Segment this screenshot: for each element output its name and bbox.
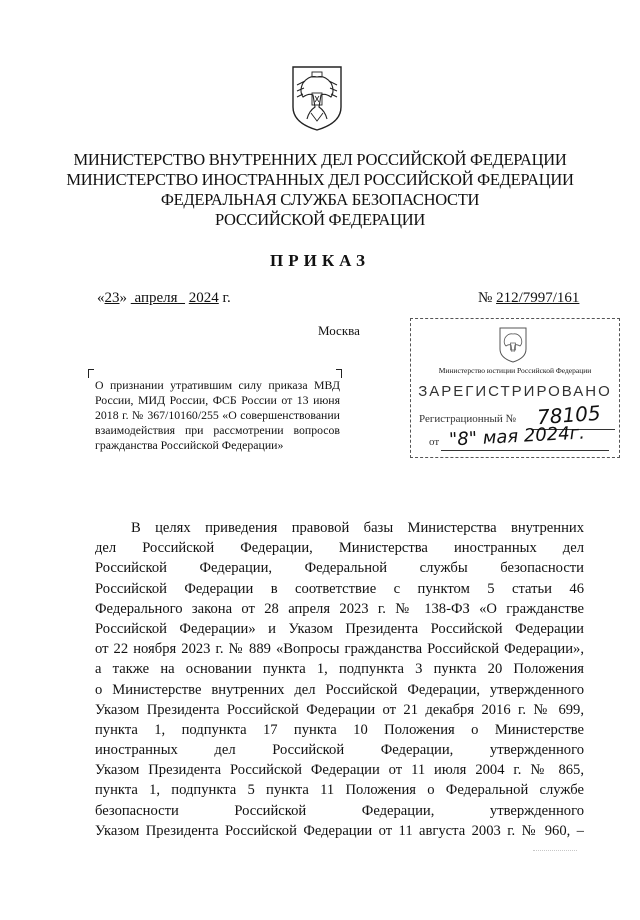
body-line: Указом Президента Российской Федерации от 11 июля 2004 г. № 865, [95,762,584,779]
date-quote-open: « [97,290,105,306]
body-line: Федерального закона от 28 апреля 2023 г. № 138-ФЗ «О гражданстве [95,600,584,617]
stamp-registered: ЗАРЕГИСТРИРОВАНО [418,383,612,400]
order-title: ПРИКАЗ [270,251,370,270]
body-line: от 22 ноября 2023 г. № 889 «Вопросы гражданства Российской Федерации», [95,641,584,658]
body-line: пункта 1, подпункта 5 пункта 11 Положения о Федеральной службе [95,782,584,799]
subject-bracket-left [88,369,94,378]
registration-stamp [410,318,620,458]
stamp-ministry: Министерство юстиции Российской Федерации [438,366,592,375]
body-line: Российской Федерации» и Указом Президента Российской Федерации [95,620,584,637]
ministries-header [60,150,580,230]
order-city: Москва [318,323,360,338]
date-month: апреля [134,290,178,306]
body-line: Российской Федерации, Федеральной службы безопасности [95,560,584,577]
body-line: а также на основании пункта 1, подпункта 3 пункта 20 Положения [95,661,584,678]
russian-coat-of-arms-icon [287,63,347,133]
stamp-from-label: от [429,436,440,448]
stamp-reg-number: 78105 [536,400,602,430]
order-number [478,290,579,307]
ministry-line: ФЕДЕРАЛЬНАЯ СЛУЖБА БЕЗОПАСНОСТИ [160,190,480,209]
stamp-coat-of-arms-icon [496,325,530,363]
date-suffix: г. [222,290,231,306]
body-line: о Министерстве внутренних дел Российской Федерации, утвержденного [95,681,584,698]
body-line: Российской Федерации в соответствие с пунктом 5 статьи 46 [95,580,584,597]
order-date [97,290,231,307]
body-line: Указом Президента Российской Федерации от 21 декабря 2016 г. № 699, [95,701,584,718]
body-line: безопасности Российской Федерации, утвержденного [95,802,584,819]
date-quote-close: » [119,290,127,306]
faint-mark [533,850,577,853]
stamp-reg-label: Регистрационный № [419,413,517,425]
body-line: пункта 1, подпункта 17 пункта 10 Положения о Министерстве [95,721,584,738]
body-line: Указом Президента Российской Федерации от 11 августа 2003 г. № 960, – [95,822,584,839]
stamp-underline [441,450,609,451]
ministry-line: МИНИСТЕРСТВО ИНОСТРАННЫХ ДЕЛ РОССИЙСКОЙ ФЕДЕРАЦИИ [66,170,574,189]
body-line: дел Российской Федерации, Министерства иностранных дел [95,540,584,557]
body-line: В целях приведения правовой базы Министерства внутренних [131,520,584,536]
order-body [95,518,584,841]
date-day: 23 [104,290,120,306]
date-year: 2024 [188,290,219,306]
ministry-line: МИНИСТЕРСТВО ВНУТРЕННИХ ДЕЛ РОССИЙСКОЙ ФЕДЕРАЦИИ [73,150,567,169]
ministry-line: РОССИЙСКОЙ ФЕДЕРАЦИИ [214,210,426,229]
number-value: 212/7997/161 [496,290,580,306]
body-line: иностранных дел Российской Федерации, утвержденного [95,742,584,759]
stamp-from-date: "8" мая 2024г. [448,422,586,451]
number-prefix: № [478,290,493,306]
order-subject: О признании утратившим силу приказа МВД России, МИД России, ФСБ России от 13 июня 2018 г. № 367/10160/255 «О совершенствовании взаимодействия при рассмотрении вопросов гражданства Российской Федерации» [95,378,340,452]
subject-bracket-right [336,369,342,378]
